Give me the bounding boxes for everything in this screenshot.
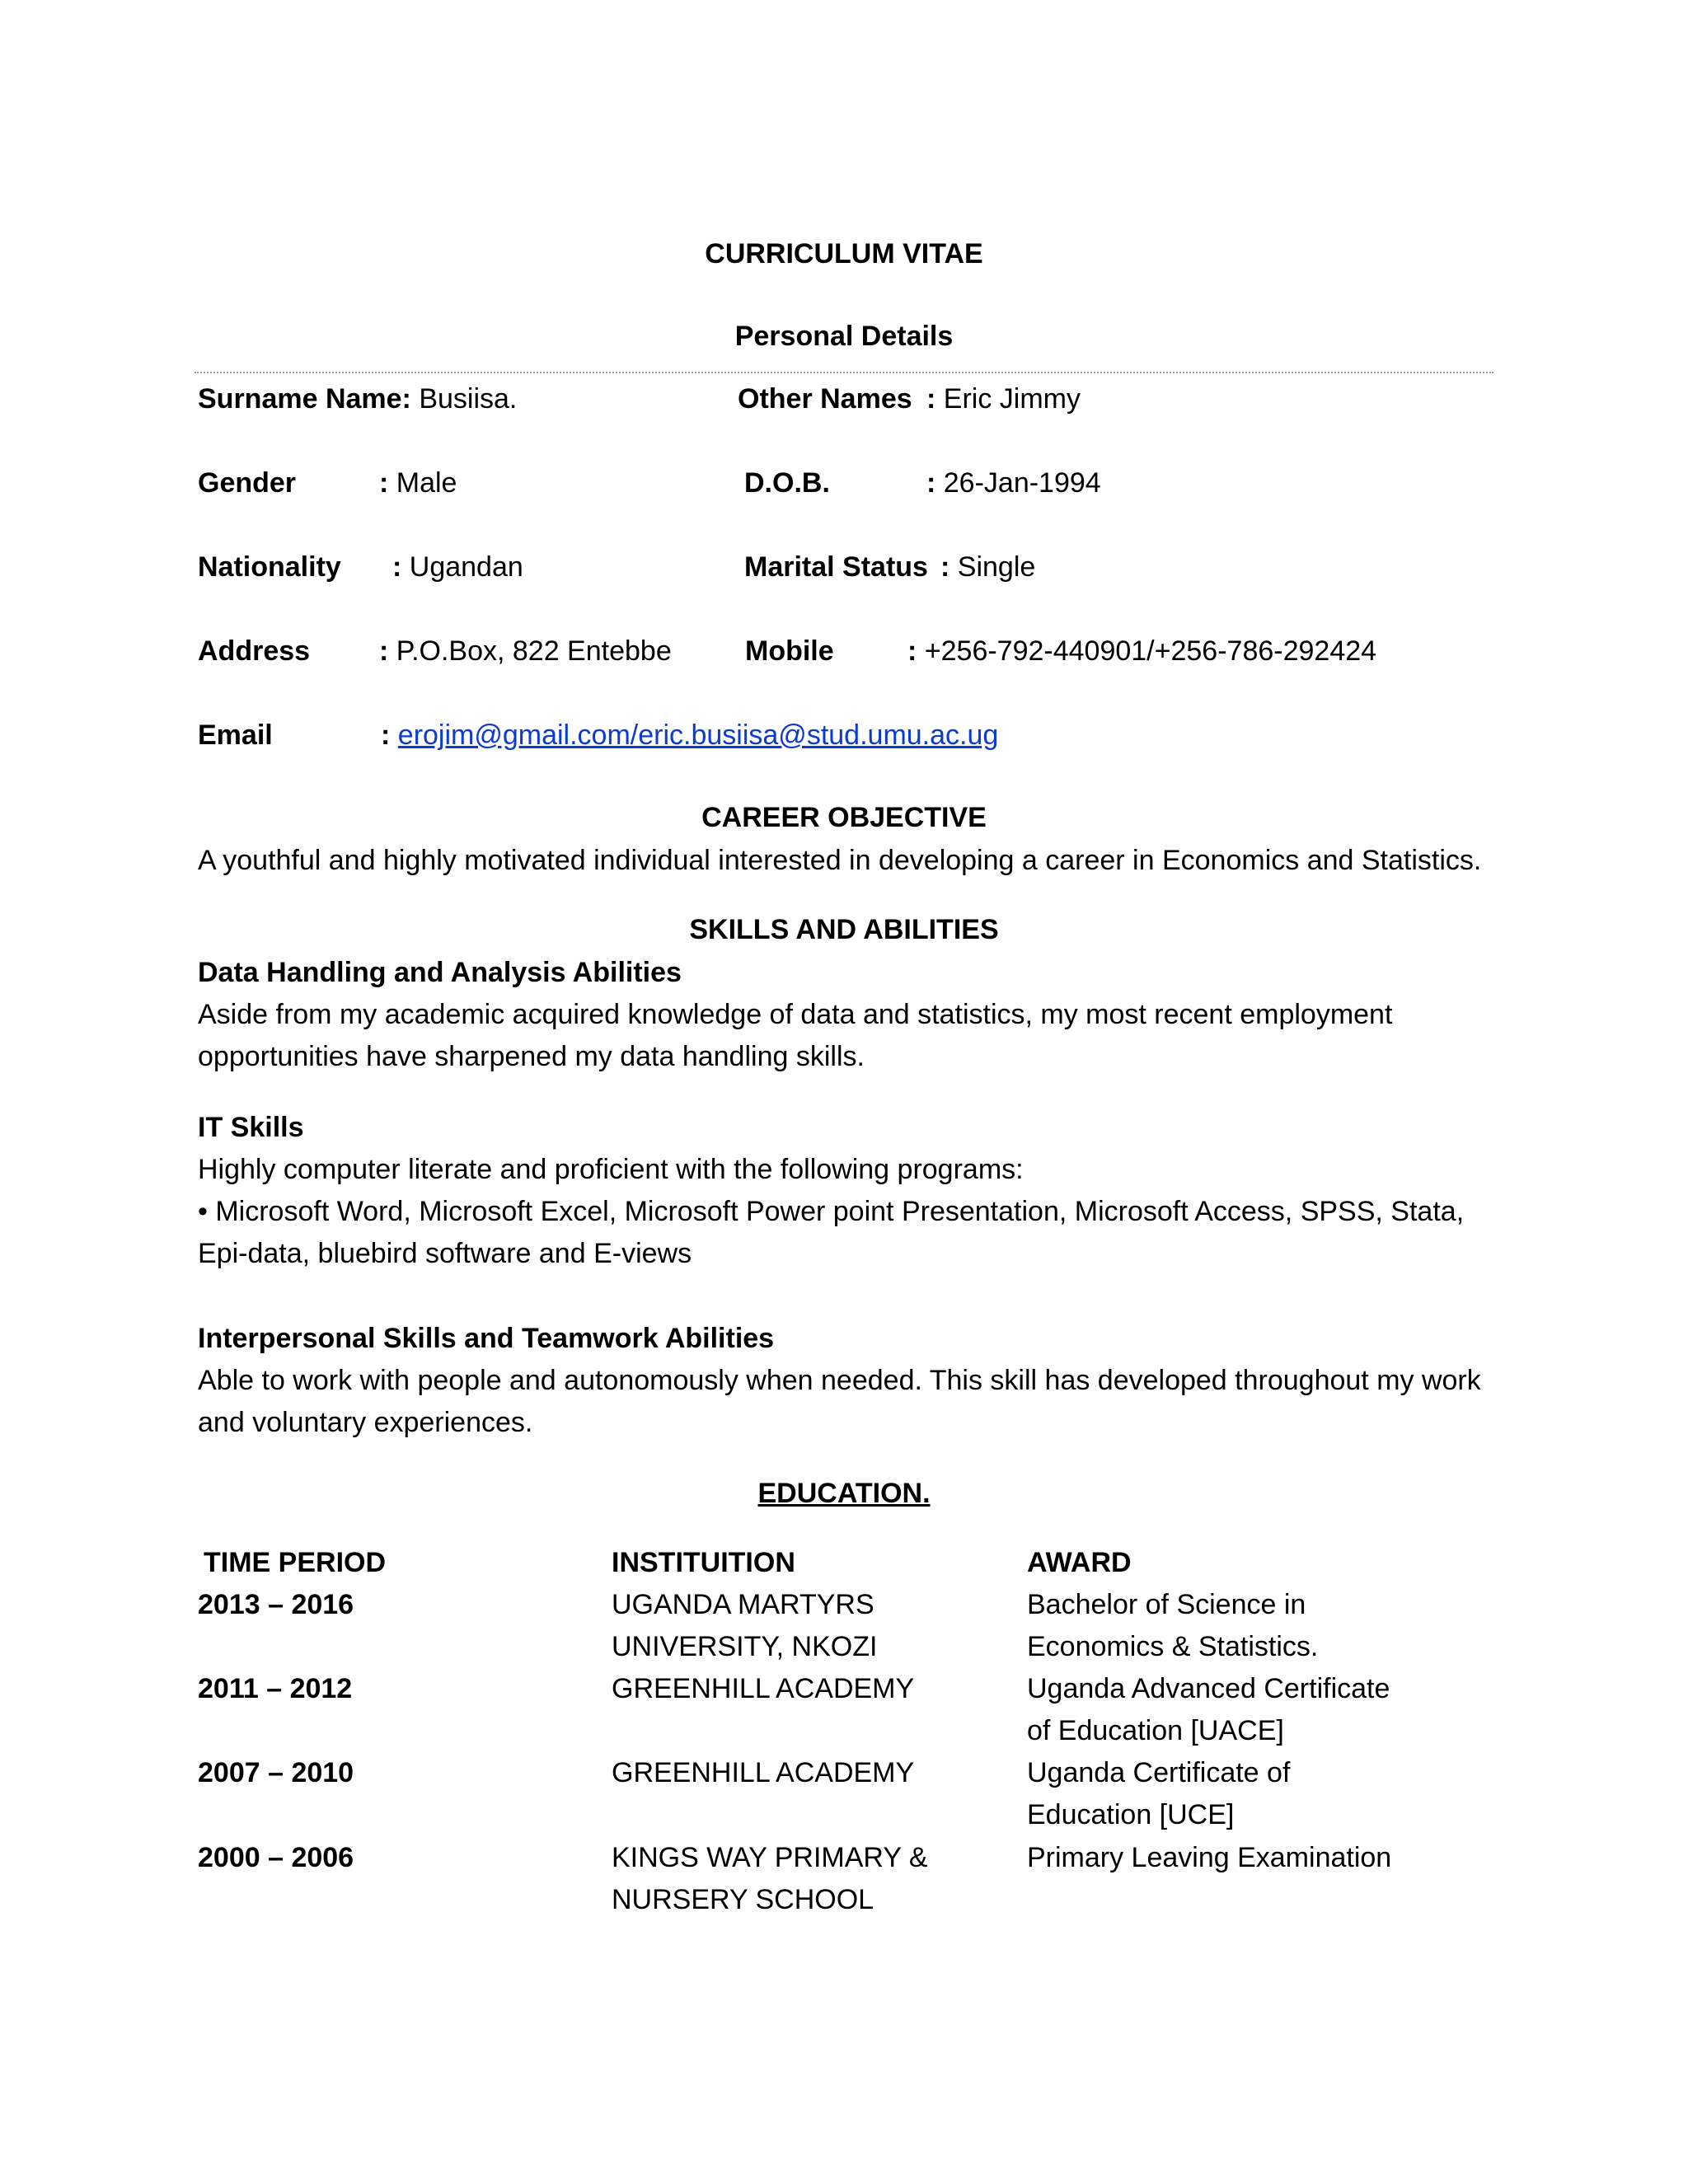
education-row-4-period: 2000 – 2006 [198,1842,354,1873]
marital-status-value: Single [950,551,1036,583]
education-row-3-period: 2007 – 2010 [198,1757,354,1788]
gender-value: Male [388,467,457,499]
mobile-value: +256-792-440901/+256-786-292424 [917,635,1377,667]
education-row-1-award-line-1: Bachelor of Science in [1027,1589,1306,1620]
surname-row [198,382,517,415]
it-skills-heading: IT Skills [198,1112,304,1143]
skills-heading: SKILLS AND ABILITIES [689,914,999,945]
nationality-value: Ugandan [401,551,523,583]
education-row-2-institution-line-1: GREENHILL ACADEMY [612,1673,915,1704]
interpersonal-heading: Interpersonal Skills and Teamwork Abilities [198,1323,775,1354]
education-row-3-award-line-1: Uganda Certificate of [1027,1757,1291,1788]
education-row-1-institution-line-2: UNIVERSITY, NKOZI [612,1631,878,1662]
education-row-3-institution-line-1: GREENHILL ACADEMY [612,1757,915,1788]
education-row-2-award-line-2: of Education [UACE] [1027,1715,1284,1746]
col-header-institution: INSTITUITION [612,1547,795,1578]
section-divider [195,372,1493,373]
data-handling-heading: Data Handling and Analysis Abilities [198,957,682,988]
education-row-1-period: 2013 – 2016 [198,1589,354,1620]
surname-value: Busiisa. [410,383,518,415]
document-title: CURRICULUM VITAE [705,238,983,269]
data-handling-line-2: opportunities have sharpened my data handling skills. [198,1041,865,1072]
dob-value: 26-Jan-1994 [935,467,1101,499]
interpersonal-line-1: Able to work with people and autonomously when needed. This skill has developed throughout my work [198,1365,1481,1396]
it-skills-list-line-1: • Microsoft Word, Microsoft Excel, Microsoft Power point Presentation, Microsoft Access, SPSS, Stata, [198,1196,1465,1227]
career-objective-text: A youthful and highly motivated individual interested in developing a career in Economics and Statistics. [198,845,1482,876]
marital-status-label: Marital Status [744,551,928,583]
it-skills-list-line-2: Epi-data, bluebird software and E-views [198,1238,692,1269]
career-objective-heading: CAREER OBJECTIVE [701,802,987,833]
mobile-value-row: : +256-792-440901/+256-786-292424 [907,635,1377,667]
dob-value-row: : 26-Jan-1994 [926,467,1101,499]
education-row-4-institution-line-2: NURSERY SCHOOL [612,1884,874,1915]
data-handling-line-1: Aside from my academic acquired knowledge of data and statistics, my most recent employment [198,999,1393,1030]
gender-value-row: : Male [379,467,457,499]
other-names-value-row: : Eric Jimmy [926,383,1081,415]
education-row-4-institution-line-1: KINGS WAY PRIMARY & [612,1842,928,1873]
marital-status-value-row: : Single [940,551,1036,583]
education-row-1-institution-line-1: UGANDA MARTYRS [612,1589,874,1620]
address-label: Address [198,635,311,667]
other-names-label: Other Names [738,383,912,415]
surname-label: Surname Name: [198,383,411,415]
dob-label: D.O.B. [744,467,830,499]
email-value-row: : erojim@gmail.com/eric.busiisa@stud.umu.ac.ug [381,719,999,751]
education-row-2-award-line-1: Uganda Advanced Certificate [1027,1673,1390,1704]
mobile-label: Mobile [745,635,834,667]
nationality-value-row: : Ugandan [392,551,523,583]
education-row-1-award-line-2: Economics & Statistics. [1027,1631,1319,1662]
address-value-row: : P.O.Box, 822 Entebbe [379,635,672,667]
it-skills-intro: Highly computer literate and proficient with the following programs: [198,1154,1024,1185]
address-value: P.O.Box, 822 Entebbe [388,635,672,667]
education-heading: EDUCATION. [757,1478,931,1509]
col-header-time-period: TIME PERIOD [204,1547,387,1578]
gender-label: Gender [198,467,297,499]
other-names-value: Eric Jimmy [935,383,1081,415]
email-link[interactable]: erojim@gmail.com/eric.busiisa@stud.umu.ac.ug [397,719,999,751]
col-header-award: AWARD [1027,1547,1132,1578]
nationality-label: Nationality [198,551,341,583]
education-row-4-award-line-1: Primary Leaving Examination [1027,1842,1392,1873]
personal-details-heading: Personal Details [734,321,954,352]
education-row-2-period: 2011 – 2012 [198,1673,353,1704]
education-row-3-award-line-2: Education [UCE] [1027,1799,1235,1830]
interpersonal-line-2: and voluntary experiences. [198,1407,533,1438]
email-label: Email [198,719,273,751]
